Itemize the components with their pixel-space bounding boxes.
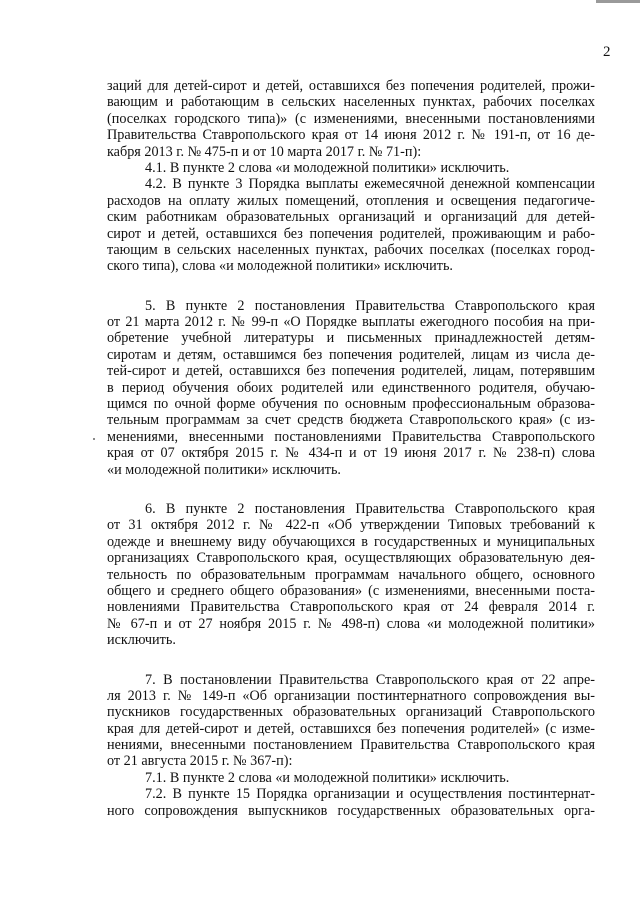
text-line: сирот и детей, оставшихся без попечения родителей, проживающим и рабо-: [107, 225, 595, 242]
text-line: Правительства Ставропольского края от 14 июня 2012 г. № 191-п, от 16 де-: [107, 127, 595, 144]
paragraph-p4-2: [107, 176, 595, 274]
text-line: общего и среднего общего образования» (с изменениями, внесенными поста-: [107, 582, 595, 599]
text-line: организациях Ставропольского края, осуществляющих образовательную дея-: [107, 550, 595, 567]
document-body: [107, 78, 595, 819]
text-line: 7.2. В пункте 15 Порядка организации и осуществления постинтернат-: [145, 786, 595, 803]
paragraph-p7-1: [107, 770, 595, 786]
paragraph-p4-1: [107, 160, 595, 176]
text-line: края от 07 октября 2015 г. № 434-п и от 19 июня 2017 г. № 238-п) слова: [107, 445, 595, 462]
text-line: тельность по образовательным программам начального общего, основного: [107, 566, 595, 583]
text-line: обретение учебной литературы и письменных принадлежностей детям-: [107, 330, 595, 347]
text-line: заций для детей-сирот и детей, оставшихся без попечения родителей, прожи-: [107, 78, 595, 94]
text-line: менениями, внесенными постановлениями Правительства Ставропольского: [107, 428, 595, 445]
paragraph-p7-2: [107, 786, 595, 819]
text-line: тающим в сельских населенных пунктах, рабочих поселках (поселках город-: [107, 241, 595, 258]
paragraph-p6: [107, 501, 595, 649]
text-line: нениями, внесенными постановлением Правительства Ставропольского края: [107, 737, 595, 754]
text-line: № 67-п и от 27 ноября 2015 г. № 498-п) слова «и молодежной политики»: [107, 615, 595, 632]
text-line: одежде и внешнему виду обучающихся в государственных и муниципальных: [107, 533, 595, 550]
text-line: в период обучения обоих родителей или единственного родителя, обучаю-: [107, 379, 595, 396]
text-line: «и молодежной политики» исключить.: [107, 461, 341, 478]
text-line: ского типа), слова «и молодежной политики» исключить.: [107, 258, 453, 275]
paragraph-cont-4: [107, 78, 595, 160]
text-line: кабря 2013 г. № 475-п и от 10 марта 2017 г. № 71-п):: [107, 143, 422, 160]
text-line: 4.1. В пункте 2 слова «и молодежной политики» исключить.: [145, 159, 510, 176]
text-line: исключить.: [107, 632, 176, 649]
paragraph-p7: [107, 672, 595, 770]
text-line: 7. В постановлении Правительства Ставропольского края от 22 апре-: [145, 671, 595, 688]
text-line: ного сопровождения выпускников государственных образовательных орга-: [107, 802, 595, 819]
text-line: новлениями Правительства Ставропольского края от 24 февраля 2014 г.: [107, 599, 595, 616]
text-line: пускников государственных образовательных организаций Ставропольского: [107, 704, 595, 721]
text-line: (поселках городского типа)» (с изменениями, внесенными постановлениями: [107, 110, 595, 127]
text-line: тельным программам за счет средств бюджета Ставропольского края» (с из-: [107, 412, 595, 429]
text-line: вающим и работающим в сельских населенных пунктах, рабочих поселках: [107, 94, 595, 111]
text-line: 6. В пункте 2 постановления Правительства Ставропольского края: [145, 500, 595, 517]
text-line: от 21 марта 2012 г. № 99-п «О Порядке выплаты ежегодного пособия на при-: [107, 314, 595, 331]
page-number: 2: [603, 44, 611, 60]
text-line: ля 2013 г. № 149-п «Об организации постинтернатного сопровождения вы-: [107, 687, 595, 704]
text-line: сиротам и детям, оставшимся без попечения родителей, лицам из числа де-: [107, 346, 595, 363]
text-line: расходов на оплату жилых помещений, отопления и освещения педагогиче-: [107, 192, 595, 209]
scan-edge-mark: [596, 0, 640, 3]
text-line: тей-сирот и детей, оставшихся без попечения родителей, лицам, потерявшим: [107, 363, 595, 380]
text-line: края для детей-сирот и детей, оставшихся без попечения родителей» (с изме-: [107, 720, 595, 737]
text-line: ским работникам образовательных организаций и организаций для детей-: [107, 209, 595, 226]
text-line: 5. В пункте 2 постановления Правительства Ставропольского края: [145, 297, 595, 314]
text-line: от 31 октября 2012 г. № 422-п «Об утверждении Типовых требований к: [107, 517, 595, 534]
paragraph-p5: [107, 298, 595, 478]
margin-mark: [93, 438, 95, 440]
text-line: от 21 августа 2015 г. № 367-п):: [107, 753, 293, 770]
text-line: щимся по очной форме обучения по основным профессиональным образова-: [107, 396, 595, 413]
text-line: 7.1. В пункте 2 слова «и молодежной политики» исключить.: [145, 769, 510, 786]
text-line: 4.2. В пункте 3 Порядка выплаты ежемесячной денежной компенсации: [145, 176, 595, 193]
